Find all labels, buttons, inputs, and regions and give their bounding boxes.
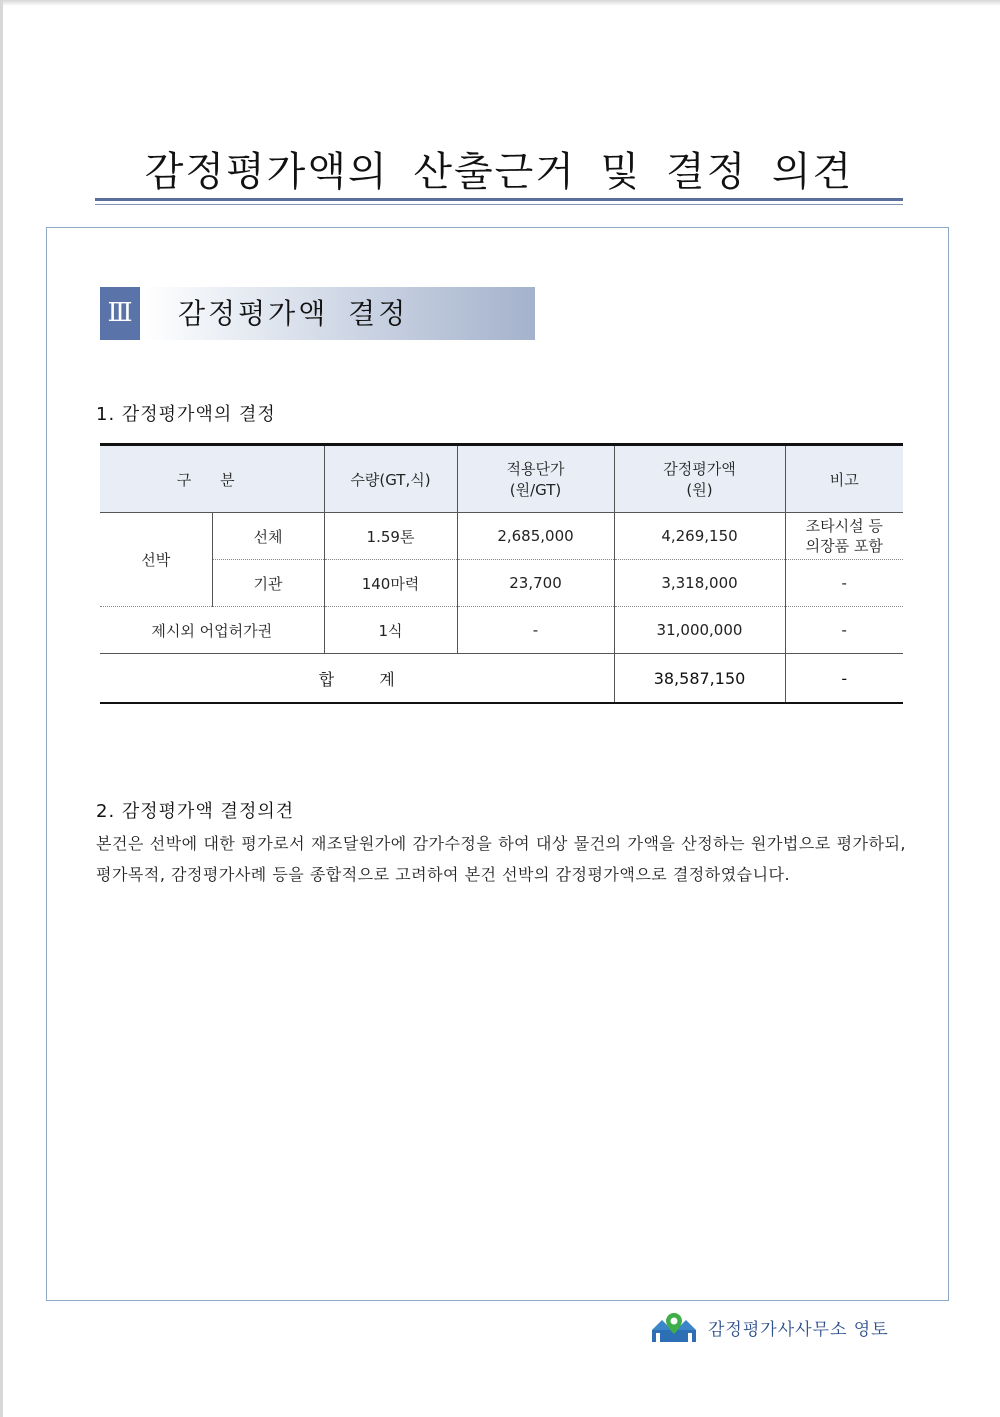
row-item: 제시외 어업허가권 xyxy=(100,607,324,654)
row-group-label: 선박 xyxy=(100,513,212,607)
total-label: 합 계 xyxy=(100,654,614,704)
footer-text: 감정평가사사무소 영토 xyxy=(708,1319,889,1340)
row-unit-price: 2,685,000 xyxy=(457,513,614,560)
row-quantity: 140마력 xyxy=(324,560,457,607)
content-frame xyxy=(46,227,949,1301)
title-underline xyxy=(95,198,903,201)
header-amount xyxy=(614,445,785,513)
table-header-row xyxy=(100,445,903,513)
row-quantity: 1식 xyxy=(324,607,457,654)
subsection-heading-2: 2. 감정평가액 결정의견 xyxy=(96,801,295,822)
table-row xyxy=(100,607,903,654)
total-amount: 38,587,150 xyxy=(614,654,785,704)
title-underline-thin xyxy=(95,204,903,205)
row-remark-line1: 조타시설 등 xyxy=(805,517,883,535)
valuation-table xyxy=(100,443,903,704)
table-row xyxy=(100,560,903,607)
row-unit-price: - xyxy=(457,607,614,654)
row-quantity: 1.59톤 xyxy=(324,513,457,560)
header-amount-line1: 감정평가액 xyxy=(663,460,736,478)
section-numeral: Ⅲ xyxy=(100,287,140,340)
page-top-edge xyxy=(0,0,1000,6)
table-total-row xyxy=(100,654,903,704)
table-row xyxy=(100,513,903,560)
row-remark: - xyxy=(785,560,903,607)
page-title: 감정평가액의 산출근거 및 결정 의견 xyxy=(144,149,854,195)
header-amount-line2: (원) xyxy=(686,481,713,499)
footer xyxy=(650,1310,889,1344)
header-unit-price-line1: 적용단가 xyxy=(506,460,565,478)
row-item: 선체 xyxy=(212,513,324,560)
row-remark: - xyxy=(785,607,903,654)
page-left-edge xyxy=(0,0,3,1417)
row-unit-price: 23,700 xyxy=(457,560,614,607)
row-amount: 31,000,000 xyxy=(614,607,785,654)
header-remark: 비고 xyxy=(785,445,903,513)
opinion-paragraph: 본건은 선박에 대한 평가로서 재조달원가에 감가수정을 하여 대상 물건의 가액을 산정하는 원가법으로 평가하되, 평가목적, 감정평가사례 등을 종합적으로 고려하여 본건 선박의 감정평가액으로 결정하였습니다. xyxy=(96,834,906,884)
row-item: 기관 xyxy=(212,560,324,607)
total-remark: - xyxy=(785,654,903,704)
header-quantity: 수량(GT,식) xyxy=(324,445,457,513)
header-category: 구 분 xyxy=(100,445,324,513)
row-remark xyxy=(785,513,903,560)
section-title: 감정평가액 결정 xyxy=(178,297,409,330)
subsection-heading-1: 1. 감정평가액의 결정 xyxy=(96,404,276,425)
header-unit-price xyxy=(457,445,614,513)
row-amount: 4,269,150 xyxy=(614,513,785,560)
map-pin-logo-icon xyxy=(650,1310,698,1344)
section-banner xyxy=(100,287,535,340)
row-remark-line2: 의장품 포함 xyxy=(805,537,883,555)
header-unit-price-line2: (원/GT) xyxy=(509,481,562,499)
row-amount: 3,318,000 xyxy=(614,560,785,607)
